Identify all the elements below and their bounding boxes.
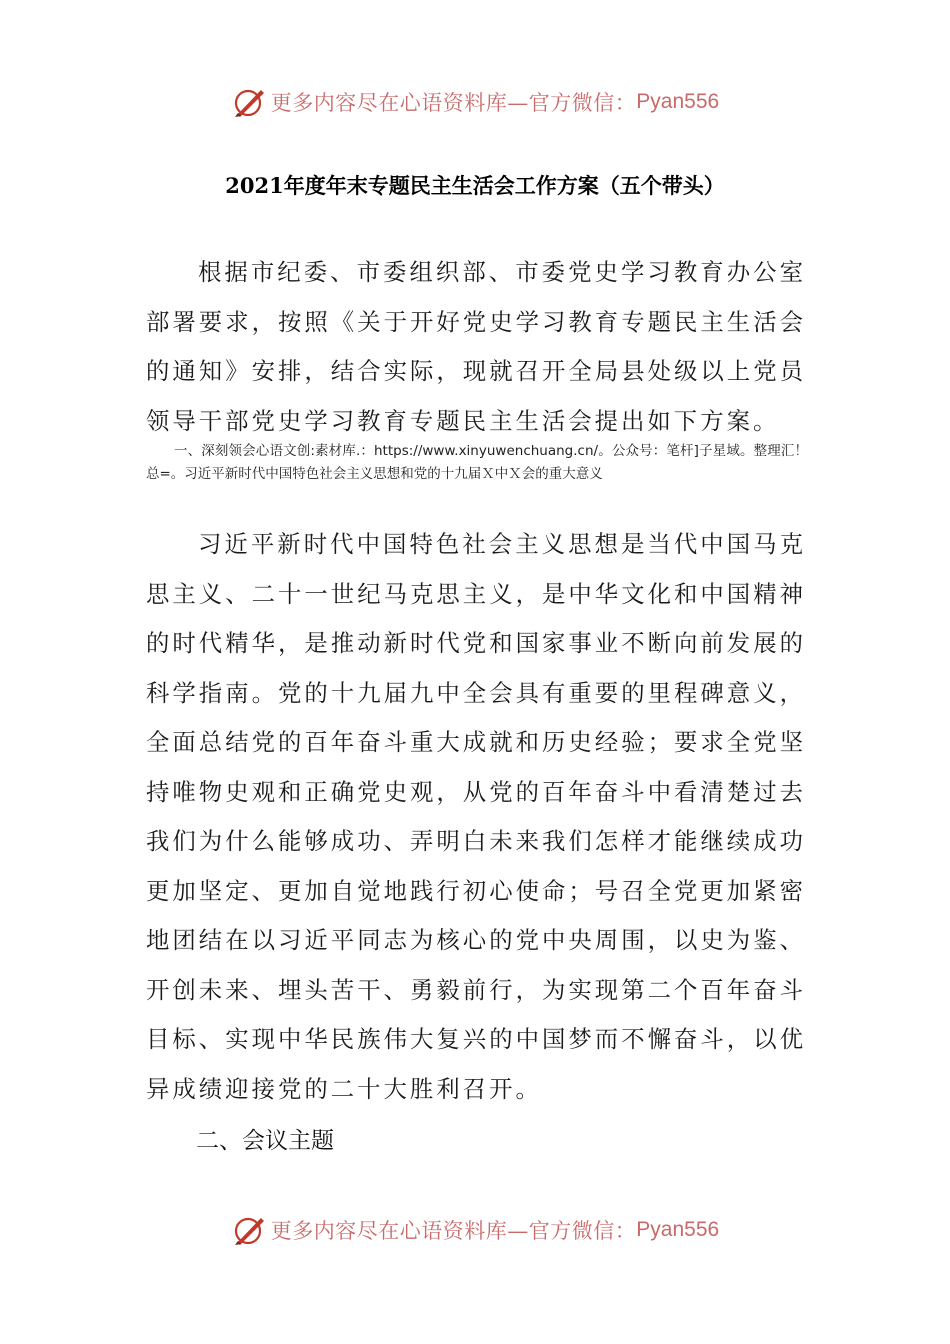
paragraph-significance: 习近平新时代中国特色社会主义思想是当代中国马克思主义、二十一世纪马克思主义，是中华文化和中国精神的时代精华，是推动新时代党和国家事业不断向前发展的科学指南。党的十九届九中全会具有重要的里程碑意义，全面总结党的百年奋斗重大成就和历史经验；要求全党坚持唯物史观和正确党史观，从党的百年奋斗中看清楚过去我们为什么能够成功、弄明白未来我们怎样才能继续成功更加坚定、更加自觉地践行初心使命；号召全党更加紧密地团结在以习近平同志为核心的党中央周围，以史为鉴、开创未来、埋头苦干、勇毅前行，为实现第二个百年奋斗目标、实现中华民族伟大复兴的中国梦而不懈奋斗，以优异成绩迎接党的二十大胜利召开。	[146, 530, 806, 1103]
paragraph-intro: 根据市纪委、市委组织部、市委党史学习教育办公室部署要求，按照《关于开好党史学习教育专题民主生活会的通知》安排，结合实际，现就召开全局县处级以上党员领导干部党史学习教育专题民主生活会提出如下方案。	[146, 258, 806, 435]
section-1-note: 一、深刻领会心语文创:素材库.：https://www.xinyuwenchuang.cn/。公众号：笔杆]子星域。整理汇！总=。习近平新时代中国特色社会主义思想和党的十九届Ｘ中Ｘ会的重大意义	[146, 443, 808, 482]
pen-circle-logo-icon	[231, 1212, 267, 1248]
document-title: 2021年度年末专题民主生活会工作方案（五个带头）	[225, 173, 725, 198]
pen-circle-logo-icon	[231, 84, 267, 120]
footer-banner	[0, 1208, 950, 1252]
footer-banner-wechat-id: Pyan556	[636, 1218, 720, 1241]
header-banner-text: 更多内容尽在心语资料库—官方微信：	[270, 91, 637, 115]
footer-banner-text: 更多内容尽在心语资料库—官方微信：	[270, 1219, 637, 1243]
header-banner	[0, 80, 950, 124]
header-banner-wechat-id: Pyan556	[636, 90, 720, 113]
section-2-heading: 二、会议主题	[196, 1128, 334, 1154]
